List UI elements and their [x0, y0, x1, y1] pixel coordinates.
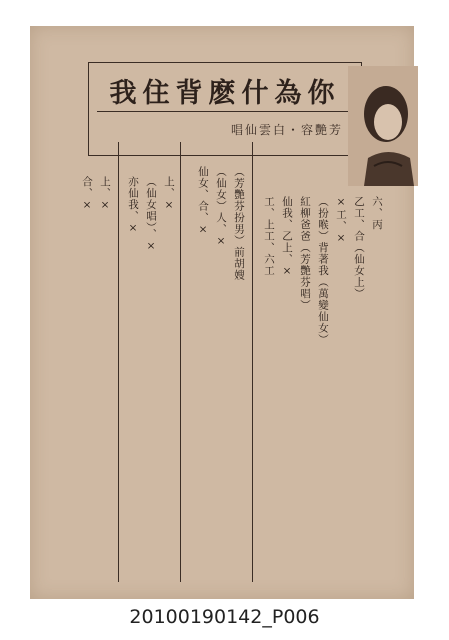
column-rule-2 [180, 142, 181, 582]
song-title: 我住背麽什為你 [109, 78, 341, 109]
score-column: （扮喉）背著我（萬變仙女） [317, 196, 329, 346]
column-rule-3 [118, 142, 119, 582]
score-column: 上、× [99, 176, 111, 212]
score-column: 六、丙 [371, 196, 383, 231]
portrait-photo [348, 66, 418, 186]
score-column: 仙我、乙上、× [281, 196, 293, 278]
score-column: 上、× [163, 176, 175, 212]
score-column: 合、× [81, 176, 93, 212]
title-band [97, 69, 353, 112]
column-rule-1 [252, 142, 253, 582]
score-column: ×工、× [335, 196, 347, 245]
title-frame [88, 62, 362, 156]
document-sheet [30, 26, 414, 599]
score-column: 亦仙我、× [127, 176, 139, 235]
score-column: （仙女唱）、× [145, 176, 157, 253]
score-column: （芳艷芬扮男）前胡嫂 [233, 166, 245, 281]
archive-id-label: 20100190142_P006 [129, 606, 320, 628]
score-column: 工、上工、六工 [263, 196, 275, 277]
performers-line: 唱仙雲白・容艷芳 [230, 123, 343, 137]
score-column: 仙女、合、× [197, 166, 209, 237]
score-column: 乙工、合（仙女上） [353, 196, 365, 300]
score-column: 紅柳爸爸（芳艷芬唱） [299, 196, 311, 311]
score-column: （仙女）人、× [215, 166, 227, 248]
